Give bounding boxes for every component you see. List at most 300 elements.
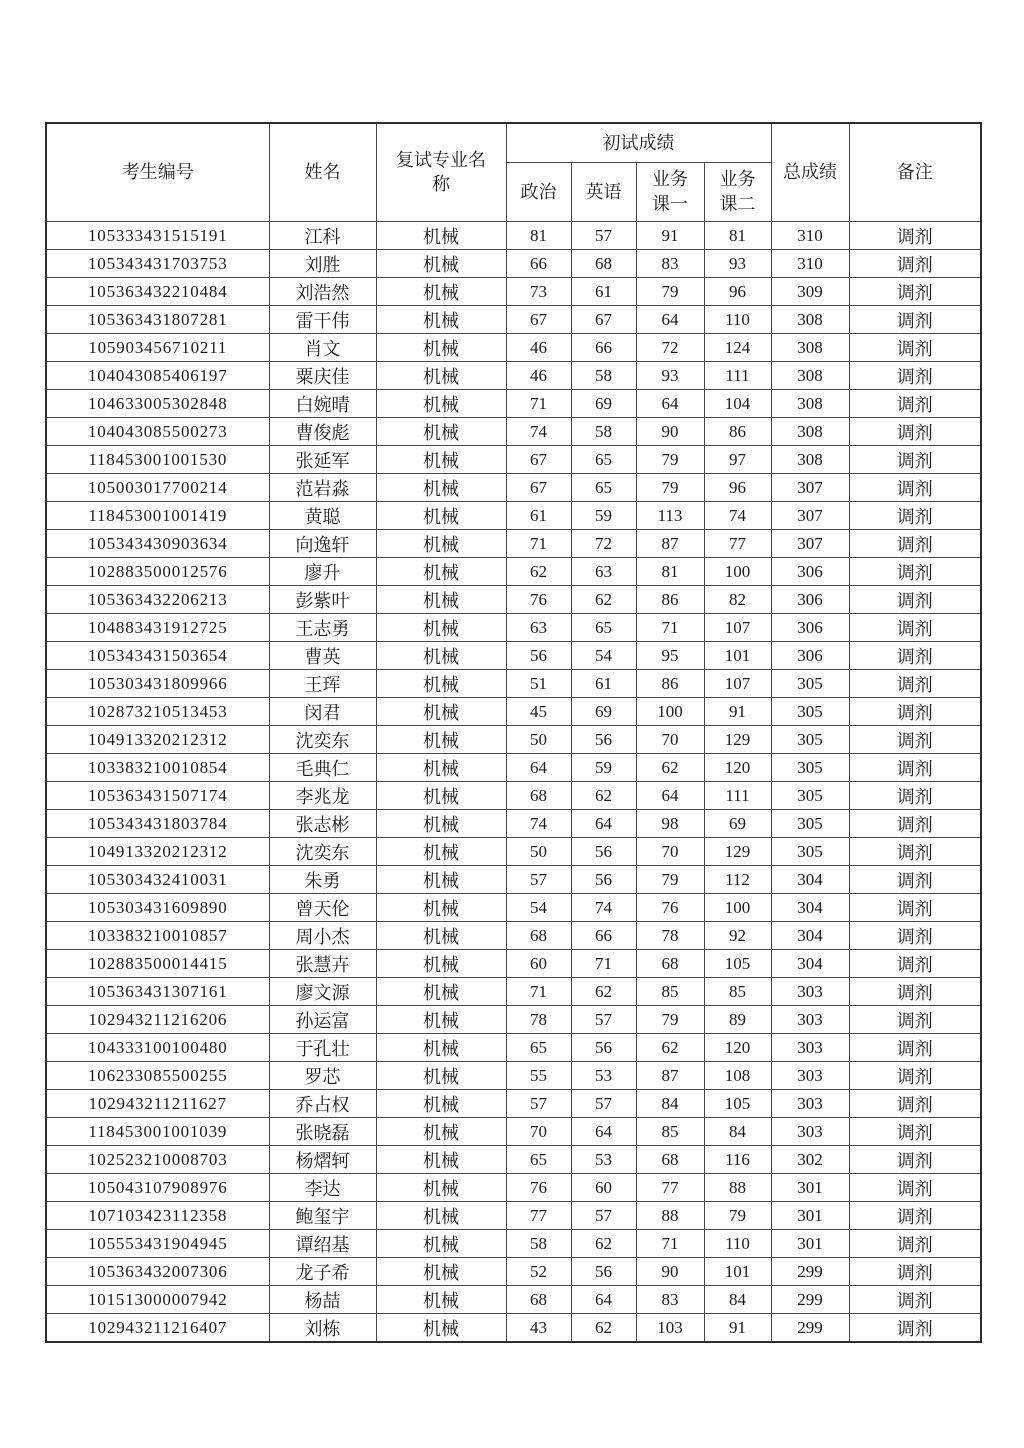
cell-remark: 调剂 — [849, 782, 981, 810]
cell-total: 305 — [771, 754, 849, 782]
cell-remark: 调剂 — [849, 1314, 981, 1343]
cell-id: 104333100100480 — [46, 1034, 269, 1062]
table-row — [46, 278, 981, 306]
cell-english: 62 — [571, 978, 636, 1006]
cell-politics: 76 — [506, 586, 571, 614]
cell-name: 张志彬 — [269, 810, 376, 838]
cell-course2: 129 — [704, 838, 771, 866]
cell-course1: 71 — [636, 614, 704, 642]
cell-total: 304 — [771, 894, 849, 922]
cell-major: 机械 — [376, 614, 506, 642]
cell-course1: 113 — [636, 502, 704, 530]
cell-course2: 124 — [704, 334, 771, 362]
cell-english: 66 — [571, 922, 636, 950]
cell-remark: 调剂 — [849, 1006, 981, 1034]
cell-name: 肖文 — [269, 334, 376, 362]
table-row — [46, 698, 981, 726]
cell-politics: 70 — [506, 1118, 571, 1146]
cell-name: 曹俊彪 — [269, 418, 376, 446]
cell-politics: 45 — [506, 698, 571, 726]
cell-name: 粟庆佳 — [269, 362, 376, 390]
cell-course2: 110 — [704, 306, 771, 334]
cell-total: 305 — [771, 838, 849, 866]
cell-id: 105303431609890 — [46, 894, 269, 922]
cell-major: 机械 — [376, 530, 506, 558]
cell-total: 299 — [771, 1258, 849, 1286]
cell-course1: 85 — [636, 978, 704, 1006]
cell-course1: 90 — [636, 418, 704, 446]
table-row — [46, 838, 981, 866]
table-row — [46, 810, 981, 838]
cell-english: 67 — [571, 306, 636, 334]
cell-major: 机械 — [376, 838, 506, 866]
cell-english: 56 — [571, 866, 636, 894]
cell-politics: 71 — [506, 530, 571, 558]
cell-course2: 111 — [704, 362, 771, 390]
cell-id: 102873210513453 — [46, 698, 269, 726]
cell-course1: 79 — [636, 446, 704, 474]
cell-name: 雷干伟 — [269, 306, 376, 334]
cell-major: 机械 — [376, 362, 506, 390]
table-row — [46, 1034, 981, 1062]
cell-id: 105903456710211 — [46, 334, 269, 362]
cell-politics: 67 — [506, 306, 571, 334]
cell-course2: 120 — [704, 754, 771, 782]
cell-name: 张慧卉 — [269, 950, 376, 978]
cell-name: 鲍玺宇 — [269, 1202, 376, 1230]
col-header-course2-label: 业务课二 — [719, 168, 756, 214]
cell-english: 61 — [571, 278, 636, 306]
cell-course1: 85 — [636, 1118, 704, 1146]
table-row — [46, 1062, 981, 1090]
cell-course1: 88 — [636, 1202, 704, 1230]
cell-course2: 110 — [704, 1230, 771, 1258]
cell-total: 308 — [771, 390, 849, 418]
col-header-major-label: 复试专业名称 — [396, 150, 486, 194]
cell-course1: 72 — [636, 334, 704, 362]
table-row — [46, 558, 981, 586]
cell-course1: 70 — [636, 726, 704, 754]
cell-remark: 调剂 — [849, 866, 981, 894]
cell-course2: 84 — [704, 1118, 771, 1146]
cell-total: 305 — [771, 670, 849, 698]
cell-id: 102943211216407 — [46, 1314, 269, 1343]
cell-course2: 74 — [704, 502, 771, 530]
cell-major: 机械 — [376, 810, 506, 838]
cell-english: 57 — [571, 1006, 636, 1034]
cell-name: 白婉晴 — [269, 390, 376, 418]
cell-course2: 88 — [704, 1174, 771, 1202]
cell-course1: 86 — [636, 586, 704, 614]
cell-course2: 79 — [704, 1202, 771, 1230]
cell-id: 105553431904945 — [46, 1230, 269, 1258]
cell-name: 刘浩然 — [269, 278, 376, 306]
cell-major: 机械 — [376, 1118, 506, 1146]
table-row — [46, 1146, 981, 1174]
cell-id: 104633005302848 — [46, 390, 269, 418]
cell-name: 杨熠轲 — [269, 1146, 376, 1174]
col-header-candidate-id: 考生编号 — [46, 123, 269, 222]
cell-english: 64 — [571, 1118, 636, 1146]
cell-major: 机械 — [376, 782, 506, 810]
cell-id: 102523210008703 — [46, 1146, 269, 1174]
cell-id: 104913320212312 — [46, 726, 269, 754]
cell-english: 64 — [571, 810, 636, 838]
cell-english: 59 — [571, 502, 636, 530]
cell-name: 范岩淼 — [269, 474, 376, 502]
cell-course1: 83 — [636, 250, 704, 278]
cell-major: 机械 — [376, 1258, 506, 1286]
col-header-course2 — [704, 163, 771, 222]
cell-english: 69 — [571, 390, 636, 418]
cell-remark: 调剂 — [849, 950, 981, 978]
cell-remark: 调剂 — [849, 614, 981, 642]
cell-total: 304 — [771, 922, 849, 950]
cell-politics: 65 — [506, 1146, 571, 1174]
cell-course1: 83 — [636, 1286, 704, 1314]
col-header-english: 英语 — [571, 163, 636, 222]
cell-politics: 68 — [506, 1286, 571, 1314]
cell-major: 机械 — [376, 866, 506, 894]
table-row — [46, 642, 981, 670]
cell-remark: 调剂 — [849, 1230, 981, 1258]
cell-id: 105363432210484 — [46, 278, 269, 306]
cell-remark: 调剂 — [849, 390, 981, 418]
cell-name: 周小杰 — [269, 922, 376, 950]
cell-course2: 92 — [704, 922, 771, 950]
cell-total: 305 — [771, 810, 849, 838]
cell-politics: 58 — [506, 1230, 571, 1258]
cell-course2: 112 — [704, 866, 771, 894]
table-row — [46, 1090, 981, 1118]
cell-politics: 54 — [506, 894, 571, 922]
cell-course1: 86 — [636, 670, 704, 698]
cell-course1: 62 — [636, 1034, 704, 1062]
cell-course1: 64 — [636, 306, 704, 334]
cell-id: 103383210010854 — [46, 754, 269, 782]
cell-id: 104883431912725 — [46, 614, 269, 642]
cell-id: 105333431515191 — [46, 222, 269, 250]
cell-name: 廖文源 — [269, 978, 376, 1006]
col-header-course1 — [636, 163, 704, 222]
cell-total: 307 — [771, 502, 849, 530]
cell-politics: 55 — [506, 1062, 571, 1090]
cell-major: 机械 — [376, 642, 506, 670]
cell-major: 机械 — [376, 894, 506, 922]
cell-course1: 64 — [636, 390, 704, 418]
cell-remark: 调剂 — [849, 250, 981, 278]
cell-total: 303 — [771, 1034, 849, 1062]
cell-course1: 79 — [636, 866, 704, 894]
cell-course1: 87 — [636, 530, 704, 558]
table-row — [46, 474, 981, 502]
cell-name: 于孔壮 — [269, 1034, 376, 1062]
cell-politics: 46 — [506, 334, 571, 362]
table-row — [46, 1286, 981, 1314]
cell-course1: 79 — [636, 1006, 704, 1034]
table-row — [46, 1202, 981, 1230]
cell-name: 曹英 — [269, 642, 376, 670]
col-header-major — [376, 123, 506, 222]
results-table-header — [46, 123, 981, 222]
cell-english: 53 — [571, 1146, 636, 1174]
cell-total: 306 — [771, 558, 849, 586]
cell-english: 56 — [571, 726, 636, 754]
cell-major: 机械 — [376, 1174, 506, 1202]
table-row — [46, 586, 981, 614]
cell-major: 机械 — [376, 978, 506, 1006]
cell-english: 62 — [571, 1230, 636, 1258]
col-header-remark: 备注 — [849, 123, 981, 222]
cell-english: 57 — [571, 222, 636, 250]
cell-major: 机械 — [376, 474, 506, 502]
cell-major: 机械 — [376, 334, 506, 362]
cell-id: 107103423112358 — [46, 1202, 269, 1230]
cell-politics: 61 — [506, 502, 571, 530]
cell-english: 68 — [571, 250, 636, 278]
cell-remark: 调剂 — [849, 754, 981, 782]
cell-english: 56 — [571, 838, 636, 866]
col-group-initial-scores: 初试成绩 — [506, 123, 771, 163]
cell-major: 机械 — [376, 390, 506, 418]
cell-course1: 100 — [636, 698, 704, 726]
cell-politics: 78 — [506, 1006, 571, 1034]
cell-major: 机械 — [376, 558, 506, 586]
cell-id: 106233085500255 — [46, 1062, 269, 1090]
cell-name: 沈奕东 — [269, 838, 376, 866]
cell-name: 罗芯 — [269, 1062, 376, 1090]
cell-name: 乔占权 — [269, 1090, 376, 1118]
cell-id: 105343431703753 — [46, 250, 269, 278]
cell-politics: 50 — [506, 726, 571, 754]
cell-remark: 调剂 — [849, 1062, 981, 1090]
cell-total: 308 — [771, 334, 849, 362]
cell-politics: 76 — [506, 1174, 571, 1202]
cell-remark: 调剂 — [849, 978, 981, 1006]
cell-course1: 62 — [636, 754, 704, 782]
cell-politics: 51 — [506, 670, 571, 698]
cell-total: 303 — [771, 1062, 849, 1090]
cell-id: 118453001001530 — [46, 446, 269, 474]
cell-politics: 71 — [506, 390, 571, 418]
cell-english: 74 — [571, 894, 636, 922]
cell-id: 102883500012576 — [46, 558, 269, 586]
table-row — [46, 390, 981, 418]
cell-course2: 108 — [704, 1062, 771, 1090]
cell-politics: 63 — [506, 614, 571, 642]
cell-total: 310 — [771, 222, 849, 250]
cell-remark: 调剂 — [849, 1202, 981, 1230]
cell-remark: 调剂 — [849, 418, 981, 446]
cell-english: 58 — [571, 418, 636, 446]
cell-name: 孙运富 — [269, 1006, 376, 1034]
cell-course2: 100 — [704, 894, 771, 922]
cell-name: 曾天伦 — [269, 894, 376, 922]
cell-course2: 111 — [704, 782, 771, 810]
cell-course1: 76 — [636, 894, 704, 922]
cell-remark: 调剂 — [849, 838, 981, 866]
cell-remark: 调剂 — [849, 1286, 981, 1314]
cell-course1: 93 — [636, 362, 704, 390]
cell-total: 305 — [771, 698, 849, 726]
cell-major: 机械 — [376, 502, 506, 530]
cell-course2: 120 — [704, 1034, 771, 1062]
cell-course2: 107 — [704, 614, 771, 642]
cell-english: 62 — [571, 586, 636, 614]
cell-english: 65 — [571, 446, 636, 474]
cell-name: 谭绍基 — [269, 1230, 376, 1258]
col-header-politics: 政治 — [506, 163, 571, 222]
cell-id: 105363432206213 — [46, 586, 269, 614]
cell-id: 105003017700214 — [46, 474, 269, 502]
cell-remark: 调剂 — [849, 1258, 981, 1286]
cell-total: 303 — [771, 978, 849, 1006]
table-row — [46, 1006, 981, 1034]
cell-major: 机械 — [376, 418, 506, 446]
cell-id: 105043107908976 — [46, 1174, 269, 1202]
cell-major: 机械 — [376, 1314, 506, 1343]
cell-major: 机械 — [376, 586, 506, 614]
cell-major: 机械 — [376, 950, 506, 978]
cell-course2: 96 — [704, 474, 771, 502]
cell-name: 黄聪 — [269, 502, 376, 530]
cell-remark: 调剂 — [849, 278, 981, 306]
cell-id: 105363431807281 — [46, 306, 269, 334]
cell-course1: 98 — [636, 810, 704, 838]
cell-remark: 调剂 — [849, 558, 981, 586]
cell-major: 机械 — [376, 698, 506, 726]
cell-politics: 52 — [506, 1258, 571, 1286]
cell-english: 56 — [571, 1258, 636, 1286]
cell-politics: 50 — [506, 838, 571, 866]
cell-course1: 103 — [636, 1314, 704, 1343]
cell-english: 71 — [571, 950, 636, 978]
cell-course2: 86 — [704, 418, 771, 446]
cell-remark: 调剂 — [849, 586, 981, 614]
cell-total: 310 — [771, 250, 849, 278]
cell-politics: 67 — [506, 446, 571, 474]
cell-total: 308 — [771, 418, 849, 446]
cell-remark: 调剂 — [849, 530, 981, 558]
cell-course1: 64 — [636, 782, 704, 810]
cell-name: 李达 — [269, 1174, 376, 1202]
table-row — [46, 250, 981, 278]
table-row — [46, 782, 981, 810]
cell-name: 刘胜 — [269, 250, 376, 278]
cell-major: 机械 — [376, 726, 506, 754]
table-row — [46, 334, 981, 362]
cell-course1: 68 — [636, 950, 704, 978]
cell-id: 103383210010857 — [46, 922, 269, 950]
cell-name: 江科 — [269, 222, 376, 250]
table-row — [46, 1118, 981, 1146]
cell-name: 李兆龙 — [269, 782, 376, 810]
cell-politics: 66 — [506, 250, 571, 278]
cell-course2: 77 — [704, 530, 771, 558]
cell-id: 105303431809966 — [46, 670, 269, 698]
cell-english: 65 — [571, 474, 636, 502]
cell-total: 307 — [771, 474, 849, 502]
cell-major: 机械 — [376, 922, 506, 950]
cell-course2: 96 — [704, 278, 771, 306]
cell-course2: 84 — [704, 1286, 771, 1314]
cell-total: 306 — [771, 642, 849, 670]
cell-course1: 79 — [636, 474, 704, 502]
cell-remark: 调剂 — [849, 502, 981, 530]
cell-total: 308 — [771, 362, 849, 390]
cell-total: 306 — [771, 614, 849, 642]
cell-english: 54 — [571, 642, 636, 670]
cell-course2: 101 — [704, 1258, 771, 1286]
cell-politics: 71 — [506, 978, 571, 1006]
cell-course1: 90 — [636, 1258, 704, 1286]
cell-major: 机械 — [376, 1090, 506, 1118]
cell-name: 闵君 — [269, 698, 376, 726]
cell-remark: 调剂 — [849, 362, 981, 390]
cell-name: 毛典仁 — [269, 754, 376, 782]
cell-total: 302 — [771, 1146, 849, 1174]
table-row — [46, 614, 981, 642]
cell-id: 104043085500273 — [46, 418, 269, 446]
cell-politics: 73 — [506, 278, 571, 306]
cell-total: 301 — [771, 1174, 849, 1202]
cell-remark: 调剂 — [849, 1118, 981, 1146]
cell-major: 机械 — [376, 306, 506, 334]
cell-major: 机械 — [376, 670, 506, 698]
cell-remark: 调剂 — [849, 922, 981, 950]
cell-course2: 69 — [704, 810, 771, 838]
table-row — [46, 670, 981, 698]
cell-id: 101513000007942 — [46, 1286, 269, 1314]
cell-id: 105363431307161 — [46, 978, 269, 1006]
cell-remark: 调剂 — [849, 1090, 981, 1118]
cell-total: 307 — [771, 530, 849, 558]
cell-name: 杨喆 — [269, 1286, 376, 1314]
cell-remark: 调剂 — [849, 670, 981, 698]
cell-major: 机械 — [376, 1062, 506, 1090]
cell-total: 308 — [771, 306, 849, 334]
cell-course1: 70 — [636, 838, 704, 866]
cell-remark: 调剂 — [849, 1034, 981, 1062]
cell-major: 机械 — [376, 446, 506, 474]
cell-course2: 97 — [704, 446, 771, 474]
cell-total: 308 — [771, 446, 849, 474]
cell-major: 机械 — [376, 1146, 506, 1174]
cell-course2: 91 — [704, 698, 771, 726]
cell-course2: 105 — [704, 950, 771, 978]
cell-major: 机械 — [376, 222, 506, 250]
cell-english: 61 — [571, 670, 636, 698]
table-row — [46, 726, 981, 754]
cell-id: 105343431803784 — [46, 810, 269, 838]
cell-english: 59 — [571, 754, 636, 782]
cell-english: 58 — [571, 362, 636, 390]
cell-remark: 调剂 — [849, 1174, 981, 1202]
cell-remark: 调剂 — [849, 222, 981, 250]
cell-total: 303 — [771, 1118, 849, 1146]
cell-politics: 62 — [506, 558, 571, 586]
table-row — [46, 950, 981, 978]
cell-id: 102883500014415 — [46, 950, 269, 978]
cell-course2: 101 — [704, 642, 771, 670]
cell-politics: 68 — [506, 782, 571, 810]
results-table-body — [46, 222, 981, 1343]
table-row — [46, 418, 981, 446]
table-row — [46, 502, 981, 530]
cell-course2: 104 — [704, 390, 771, 418]
cell-english: 65 — [571, 614, 636, 642]
cell-course2: 129 — [704, 726, 771, 754]
